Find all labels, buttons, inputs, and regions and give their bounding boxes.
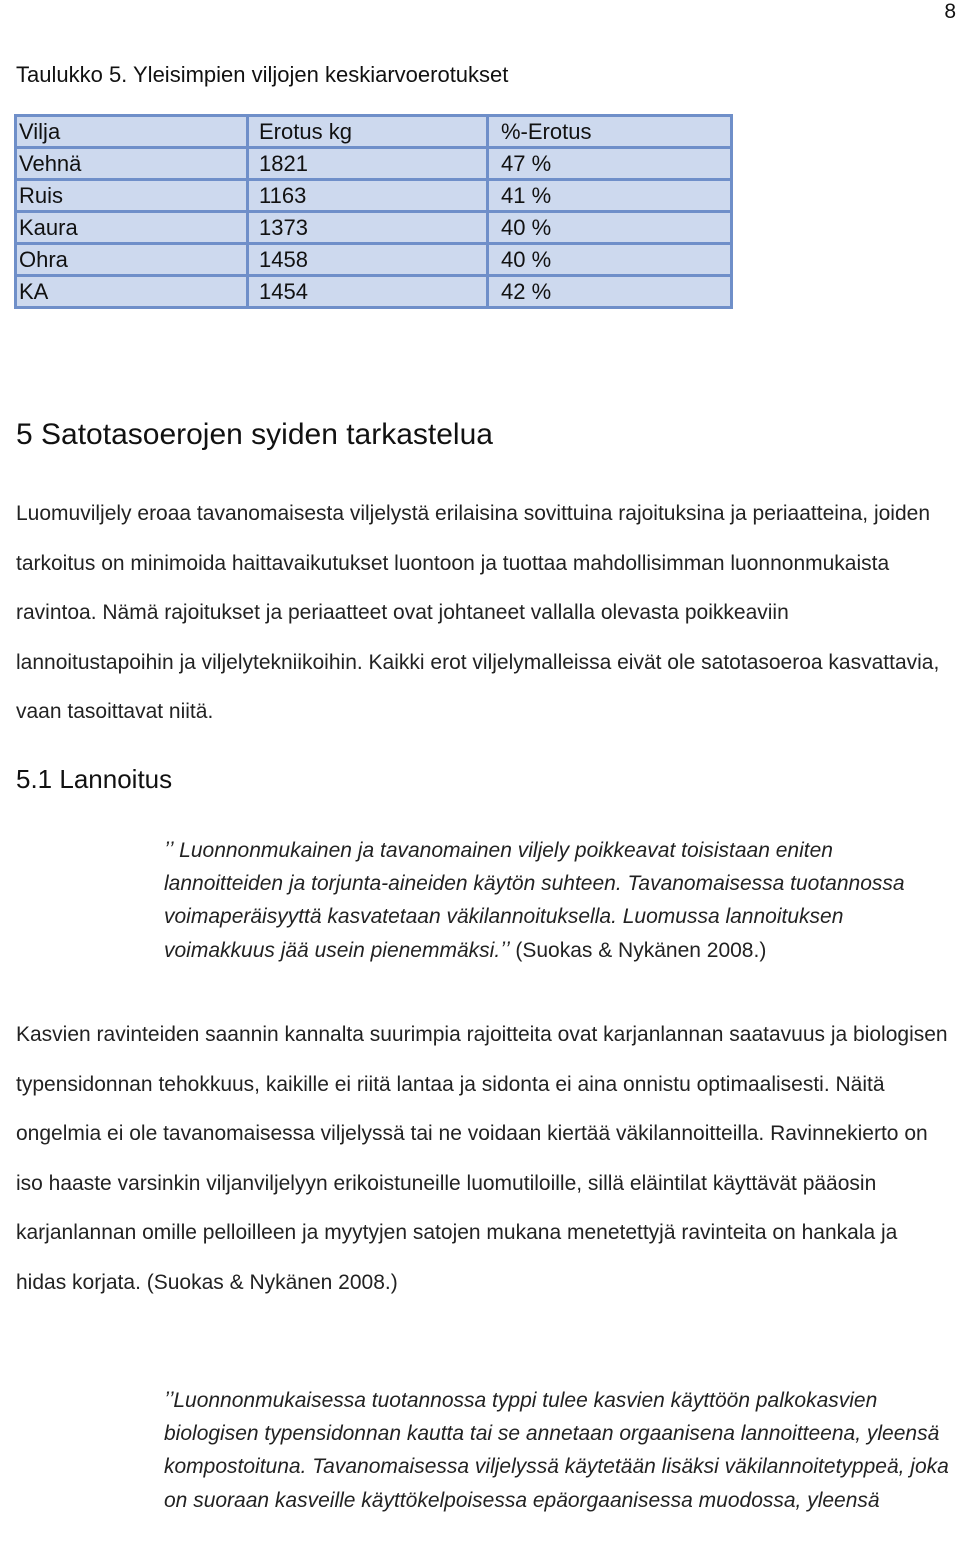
section-heading: 5 Satotasoerojen syiden tarkastelua bbox=[16, 418, 493, 451]
table-row bbox=[16, 212, 732, 244]
difference-percent-cell: 42 % bbox=[488, 276, 732, 308]
table-header-row bbox=[16, 116, 732, 148]
table-row bbox=[16, 148, 732, 180]
difference-kg-cell: 1454 bbox=[248, 276, 488, 308]
grain-cell: Kaura bbox=[16, 212, 248, 244]
block-quote-1 bbox=[164, 834, 954, 967]
grain-difference-table bbox=[14, 114, 733, 309]
column-header-difference-percent: %-Erotus bbox=[488, 116, 732, 148]
column-header-difference-kg: Erotus kg bbox=[248, 116, 488, 148]
table-row bbox=[16, 276, 732, 308]
page-number: 8 bbox=[944, 0, 956, 23]
difference-kg-cell: 1163 bbox=[248, 180, 488, 212]
difference-percent-cell: 47 % bbox=[488, 148, 732, 180]
difference-kg-cell: 1373 bbox=[248, 212, 488, 244]
block-quote-2 bbox=[164, 1384, 954, 1517]
difference-percent-cell: 40 % bbox=[488, 244, 732, 276]
body-paragraph-2: Kasvien ravinteiden saannin kannalta suurimpia rajoitteita ovat karjanlannan saatavuus ja biologisen typensidonnan tehokkuus, kaikille ei riitä lantaa ja sidonta ei aina onnistu optimaalisesti. Näitä ongelmia ei ole tavanomaisessa viljelyssä tai ne voidaan kiertää väkilannoitteilla. Ravinnekierto on iso haaste varsinkin viljanviljelyyn erikoistuneille luomutiloille, sillä eläintilat käyttävät pääosin karjanlannan omille pelloilleen ja myytyjen satojen mukana menetettyjä ravinteita on hankala ja hidas korjata. (Suokas & Nykänen 2008.) bbox=[16, 1023, 948, 1294]
body-paragraph-1: Luomuviljely eroaa tavanomaisesta viljelystä erilaisina sovittuina rajoituksina ja periaatteina, joiden tarkoitus on minimoida haittavaikutukset luontoon ja tuottaa mahdollisimman luonnonmukaista ravintoa. Nämä rajoitukset ja periaatteet ovat johtaneet vallalla olevasta poikkeaviin lannoitustapoihin ja viljelytekniikoihin. Kaikki erot viljelymalleissa eivät ole satotasoeroa kasvattavia, vaan tasoittavat niitä. bbox=[16, 502, 940, 723]
table-caption: Taulukko 5. Yleisimpien viljojen keskiarvoerotukset bbox=[16, 62, 509, 87]
difference-kg-cell: 1458 bbox=[248, 244, 488, 276]
table-row bbox=[16, 180, 732, 212]
grain-cell: Ohra bbox=[16, 244, 248, 276]
quote-2-text: ʼʼLuonnonmukaisessa tuotannossa typpi tulee kasvien käyttöön palkokasvien biologisen typensidonnan kautta tai se annetaan orgaanisena lannoitteena, yleensä kompostoituna. Tavanomaisessa viljelyssä käytetään lisäksi väkilannoitetyppeä, joka on suoraan kasveille käyttökelpoisessa epäorgaanisessa muodossa, yleensä bbox=[164, 1389, 949, 1512]
difference-kg-cell: 1821 bbox=[248, 148, 488, 180]
grain-cell: Ruis bbox=[16, 180, 248, 212]
table-row bbox=[16, 244, 732, 276]
quote-1-text: ʼʼ Luonnonmukainen ja tavanomainen viljely poikkeavat toisistaan eniten lannoitteiden ja torjunta-aineiden käytön suhteen. Tavanomaisessa tuotannossa voimaperäisyyttä kasvatetaan väkilannoituksella. Luomussa lannoituksen voimakkuus jää usein pienemmäksi.ʼʼ bbox=[164, 839, 905, 962]
column-header-grain: Vilja bbox=[16, 116, 248, 148]
difference-percent-cell: 41 % bbox=[488, 180, 732, 212]
subsection-heading: 5.1 Lannoitus bbox=[16, 764, 173, 794]
grain-cell: KA bbox=[16, 276, 248, 308]
difference-percent-cell: 40 % bbox=[488, 212, 732, 244]
grain-cell: Vehnä bbox=[16, 148, 248, 180]
quote-1-citation: (Suokas & Nykänen 2008.) bbox=[515, 938, 767, 962]
